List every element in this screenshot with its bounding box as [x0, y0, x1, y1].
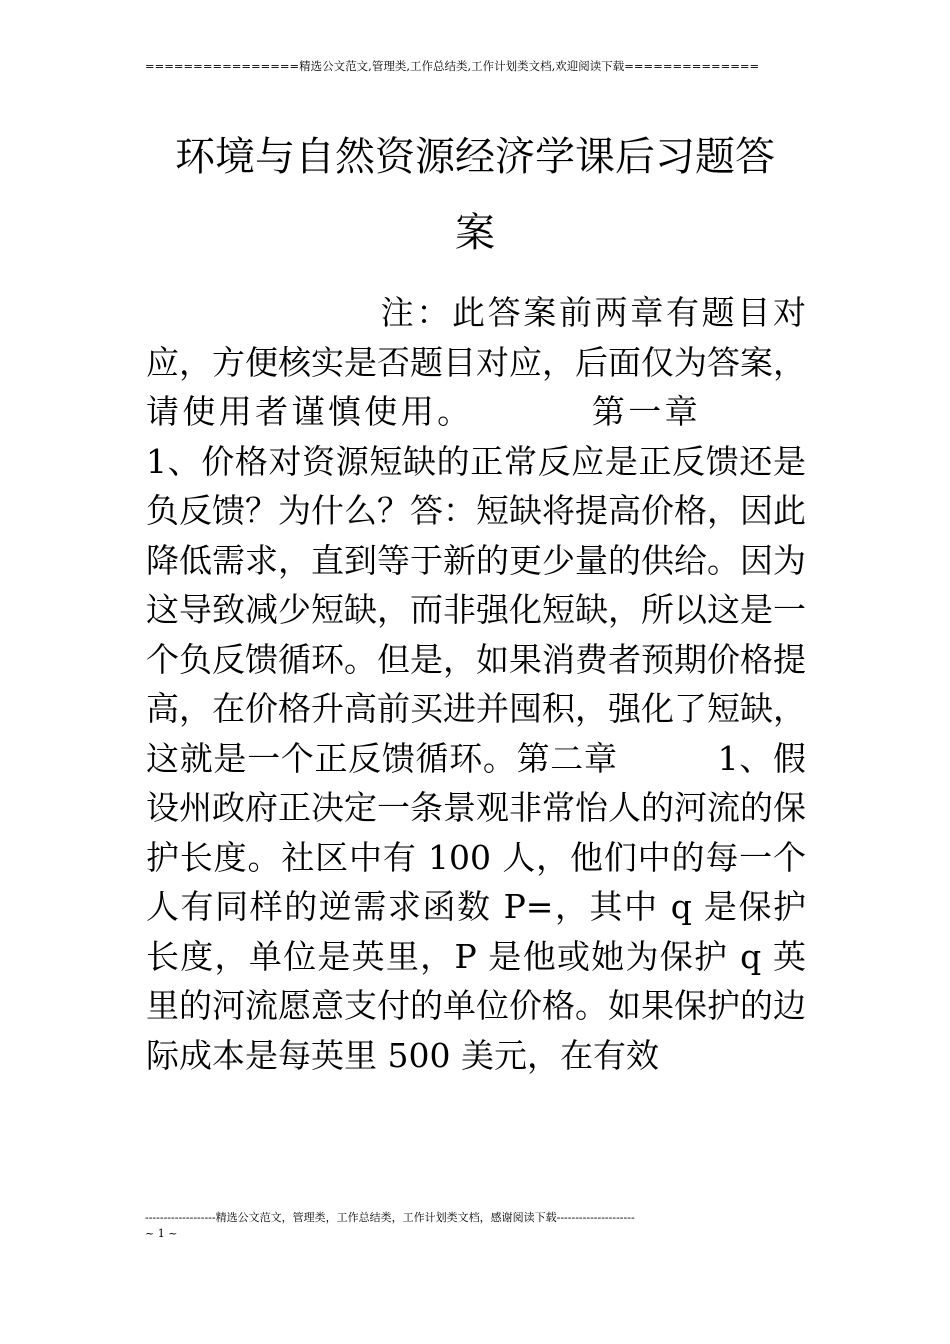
- chapter-1-label: 第一章: [588, 392, 702, 431]
- question-1: 1、价格对资源短缺的正常反应是正反馈还是负反馈？为什么？: [146, 441, 806, 530]
- title-line-2: 案: [455, 209, 495, 256]
- answer-1: 答：短缺将提高价格，因此降低需求，直到等于新的更少量的供给。因为这导致减少短缺，而非强化短缺，所以这是一个负反馈循环。但是，如果消费者预期价格提高，在价格升高前买进并囤积，强化了短缺，这就是一个正反馈循环。: [146, 491, 806, 778]
- document-title: [140, 119, 810, 271]
- chapter-2-label: 第二章: [516, 738, 618, 778]
- page-number: ~ 1 ~: [145, 1227, 178, 1240]
- question-2: 1、假设州政府正决定一条景观非常怡人的河流的保护长度。社区中有 100 人，他们中的每一个人有同样的逆需求函数 P=，其中 q 是保护长度，单位是英里，P 是他或她为保护 q 英里的河流愿意支付的单位价格。如果保护的边际成本是每英里 500 美元，在有效: [146, 738, 806, 1075]
- title-line-1: 环境与自然资源经济学课后习题答: [175, 133, 775, 180]
- page-header: ================精选公文范文,管理类,工作总结类,工作计划类文档,欢迎阅读下载==============: [145, 59, 760, 73]
- page-footer: -------------------精选公文范文，管理类，工作总结类，工作计划类文档，感谢阅读下载---------------------: [145, 1211, 635, 1224]
- note-paragraph: 注：此答案前两章有题目对应，方便核实是否题目对应，后面仅为答案，请使用者谨慎使用。: [146, 293, 806, 431]
- body-text: [146, 288, 806, 1080]
